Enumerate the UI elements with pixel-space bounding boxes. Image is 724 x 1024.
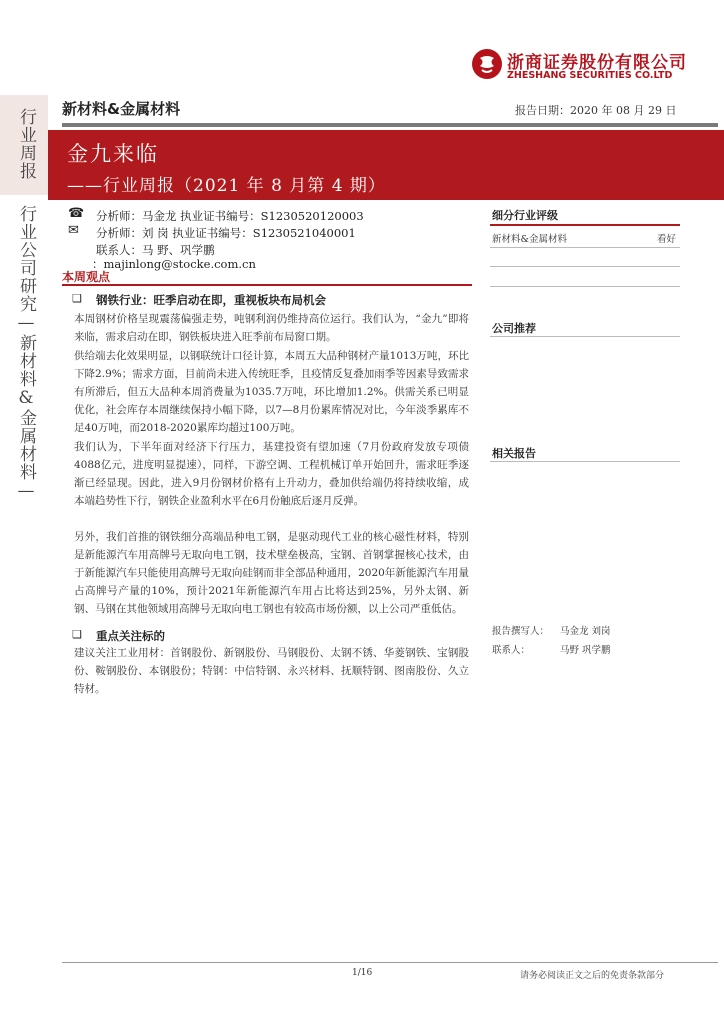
paragraph-3: 我们认为，下半年面对经济下行压力，基建投资有望加速（7月份政府发放专项债4088亿元，进度明显提速），同样，下游空调、工程机械订单开始回升，需求旺季逐渐已经显现。因此，进入9月份钢材价格有上升动力，叠加供给端仍将持续收缩，成本端趋势性下行，钢铁企业盈利水平在6月份触底后逐月反弹。 (74, 441, 469, 507)
contact-email[interactable]: ：majinlong@stocke.com.cn (92, 257, 256, 271)
rating-row-rule (490, 247, 680, 248)
paragraph-5: 建议关注工业用材：首钢股份、新钢股份、马钢股份、太钢不锈、华菱钢铁、宝钢股份、鞍钢股份、本钢股份；特钢：中信特钢、永兴材料、抚顺特钢、图南股份、久立特材。 (74, 647, 469, 695)
authors-label: 报告撰写人： (492, 626, 550, 637)
paragraph-2: 供给端去化效果明显，以钢联统计口径计算，本周五大品种钢材产量1013万吨，环比下降2.9%；需求方面，目前尚未进入传统旺季，且疫情反复叠加雨季等因素导致需求有所滞后，但五大品种本周消费量为1035.7万吨，环比增加1.2%。供需关系已明显优化，社会库存本周继续保持小幅下降，以7—8月份累库情况对比，今年淡季累库不足40万吨，而2018-2020累库均超过100万吨。 (74, 350, 469, 434)
contacts-label: 联系人： (492, 645, 531, 656)
rating-sector: 新材料&金属材料 (492, 234, 567, 245)
rating-empty-rule-2 (490, 286, 680, 287)
authors-value: 马金龙 刘岗 (560, 626, 611, 637)
mail-icon: ✉ (68, 223, 79, 238)
analyst-line-2: 分析师：刘 岗 执业证书编号：S1230521040001 (96, 226, 356, 240)
report-date: 报告日期：2020 年 08 月 29 日 (515, 104, 677, 117)
contact-line: 联系人：马 野、巩学鹏 (96, 243, 215, 257)
side-label-category: 行业公司研究—新材料&金属材料— (16, 205, 36, 502)
analyst-line-1: 分析师：马金龙 执业证书编号：S1230520120003 (96, 209, 364, 223)
contacts-value: 马野 巩学鹏 (560, 645, 611, 656)
company-name-en: ZHESHANG SECURITIES CO.LTD (507, 70, 673, 81)
steel-section-heading: 钢铁行业：旺季启动在即，重视板块布局机会 (96, 293, 326, 307)
paragraph-4: 另外，我们首推的钢铁细分高端品种电工钢，是驱动现代工业的核心磁性材料，特别是新能源汽车用高牌号无取向电工钢，技术壁垒极高，宝钢、首钢掌握核心技术，由于新能源汽车只能使用高牌号无取向硅钢而非全部品种通用，2020年新能源汽车用量占高牌号产量的10%，预计2021年新能源汽车用占比将达到25%，另外太钢、新钢、马钢在其他领域用高牌号无取向电工钢也有较高市场份额，以上公司严重低估。 (74, 531, 469, 615)
square-bullet-icon: ❑ (72, 628, 82, 641)
weekly-view-rule (62, 284, 472, 286)
section-divider (62, 123, 718, 127)
rating-empty-rule-1 (490, 266, 680, 267)
footer-rule (62, 962, 718, 963)
square-bullet-icon: ❑ (72, 292, 82, 305)
focus-targets-heading: 重点关注标的 (96, 629, 165, 643)
disclaimer-note: 请务必阅读正文之后的免责条款部分 (520, 971, 665, 981)
weekly-view-heading: 本周观点 (62, 270, 111, 284)
rating-rule (490, 224, 680, 226)
rating-value: 看好 (657, 234, 677, 245)
company-recommend-rule (490, 336, 680, 337)
report-subtitle: ——行业周报（2021 年 8 月第 4 期） (67, 176, 386, 196)
company-logo-icon (471, 48, 503, 80)
section-title: 新材料&金属材料 (62, 100, 181, 118)
side-label-weekly: 行业周报 (16, 108, 36, 180)
paragraph-1: 本周钢材价格呈现震荡偏强走势，吨钢利润仍维持高位运行。我们认为，“金九”即将来临，需求启动在即，钢铁板块进入旺季前布局窗口期。 (74, 313, 469, 343)
rating-heading: 细分行业评级 (492, 209, 558, 222)
related-reports-rule (490, 461, 680, 462)
phone-icon: ☎ (68, 206, 85, 221)
company-name-cn: 浙商证券股份有限公司 (507, 53, 687, 73)
page-number: 1/16 (352, 968, 373, 978)
related-reports-heading: 相关报告 (492, 447, 536, 460)
report-title: 金九来临 (67, 142, 159, 166)
company-recommend-heading: 公司推荐 (492, 322, 536, 335)
